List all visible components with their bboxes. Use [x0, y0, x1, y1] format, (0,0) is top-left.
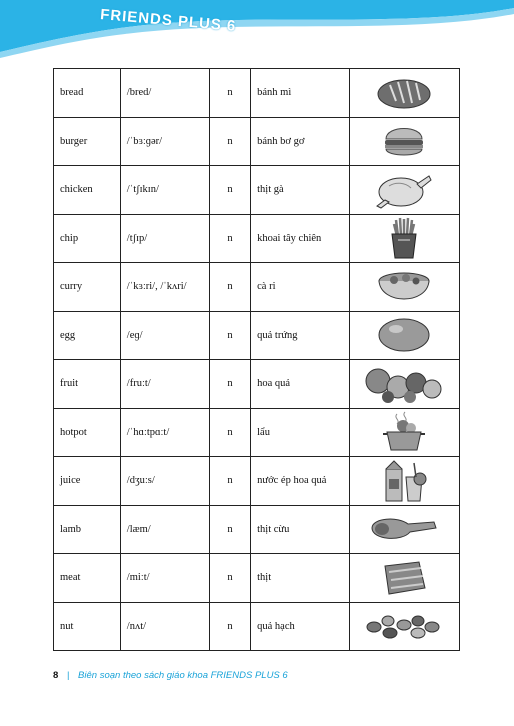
egg-icon: [377, 316, 431, 354]
meaning-cell: quả hạch: [251, 602, 350, 651]
vocabulary-table: [53, 68, 460, 651]
ipa-cell: /fruːt/: [120, 360, 209, 409]
ipa-cell: /ˈtʃɪkɪn/: [120, 166, 209, 215]
picture-cell: [349, 457, 459, 506]
picture-cell: [349, 505, 459, 554]
pos-cell: n: [209, 457, 250, 506]
bread-icon: [376, 75, 432, 111]
picture-cell: [349, 602, 459, 651]
meaning-cell: hoa quả: [251, 360, 350, 409]
ipa-cell: /bred/: [120, 69, 209, 118]
picture-cell: [349, 166, 459, 215]
table-row: [54, 263, 460, 312]
pos-cell: n: [209, 408, 250, 457]
word-cell: hotpot: [54, 408, 121, 457]
word-cell: nut: [54, 602, 121, 651]
picture-cell: [349, 311, 459, 360]
word-cell: chip: [54, 214, 121, 263]
table-row: [54, 117, 460, 166]
ipa-cell: /ˈhɑːtpɑːt/: [120, 408, 209, 457]
word-cell: curry: [54, 263, 121, 312]
picture-cell: [349, 554, 459, 603]
picture-cell: [349, 69, 459, 118]
meaning-cell: thịt cừu: [251, 505, 350, 554]
page-number: 8: [53, 670, 59, 681]
hotpot-icon: [381, 410, 427, 454]
footer-caption: Biên soạn theo sách giáo khoa FRIENDS PLUS 6: [78, 670, 288, 681]
table-row: [54, 457, 460, 506]
pos-cell: n: [209, 602, 250, 651]
pos-cell: n: [209, 505, 250, 554]
header-band: [0, 0, 514, 60]
ipa-cell: /eɡ/: [120, 311, 209, 360]
lamb-icon: [368, 514, 440, 544]
table-row: [54, 408, 460, 457]
meaning-cell: thịt: [251, 554, 350, 603]
table-row: [54, 360, 460, 409]
meaning-cell: lẩu: [251, 408, 350, 457]
picture-cell: [349, 263, 459, 312]
picture-cell: [349, 117, 459, 166]
picture-cell: [349, 360, 459, 409]
meaning-cell: bánh bơ gơ: [251, 117, 350, 166]
pos-cell: n: [209, 263, 250, 312]
table-row: [54, 166, 460, 215]
ipa-cell: /ˈkɜːri/, /ˈkʌri/: [120, 263, 209, 312]
table-row: [54, 554, 460, 603]
pos-cell: n: [209, 311, 250, 360]
footer-separator: |: [66, 670, 70, 681]
meaning-cell: khoai tây chiên: [251, 214, 350, 263]
ipa-cell: /ˈbɜːɡər/: [120, 117, 209, 166]
picture-cell: [349, 408, 459, 457]
pos-cell: n: [209, 117, 250, 166]
table-row: [54, 214, 460, 263]
table-row: [54, 311, 460, 360]
table-row: [54, 505, 460, 554]
meaning-cell: bánh mì: [251, 69, 350, 118]
meaning-cell: thịt gà: [251, 166, 350, 215]
book-title: FRIENDS PLUS 6: [99, 6, 238, 35]
ipa-cell: /nʌt/: [120, 602, 209, 651]
pos-cell: n: [209, 166, 250, 215]
ipa-cell: /tʃɪp/: [120, 214, 209, 263]
ipa-cell: /dʒuːs/: [120, 457, 209, 506]
picture-cell: [349, 214, 459, 263]
pos-cell: n: [209, 360, 250, 409]
page-footer: [53, 670, 288, 681]
word-cell: meat: [54, 554, 121, 603]
meaning-cell: nước ép hoa quả: [251, 457, 350, 506]
meaning-cell: cà ri: [251, 263, 350, 312]
word-cell: bread: [54, 69, 121, 118]
meat-icon: [379, 558, 429, 598]
pos-cell: n: [209, 554, 250, 603]
ipa-cell: /miːt/: [120, 554, 209, 603]
nuts-icon: [364, 609, 444, 643]
word-cell: egg: [54, 311, 121, 360]
chicken-icon: [373, 170, 435, 210]
curry-icon: [376, 267, 432, 307]
word-cell: juice: [54, 457, 121, 506]
pos-cell: n: [209, 69, 250, 118]
word-cell: chicken: [54, 166, 121, 215]
ipa-cell: /læm/: [120, 505, 209, 554]
word-cell: burger: [54, 117, 121, 166]
table-row: [54, 69, 460, 118]
word-cell: lamb: [54, 505, 121, 554]
pos-cell: n: [209, 214, 250, 263]
meaning-cell: quả trứng: [251, 311, 350, 360]
word-cell: fruit: [54, 360, 121, 409]
table-row: [54, 602, 460, 651]
juice-icon: [380, 459, 428, 503]
fruit-icon: [364, 363, 444, 405]
burger-icon: [382, 121, 426, 161]
chips-icon: [386, 216, 422, 260]
